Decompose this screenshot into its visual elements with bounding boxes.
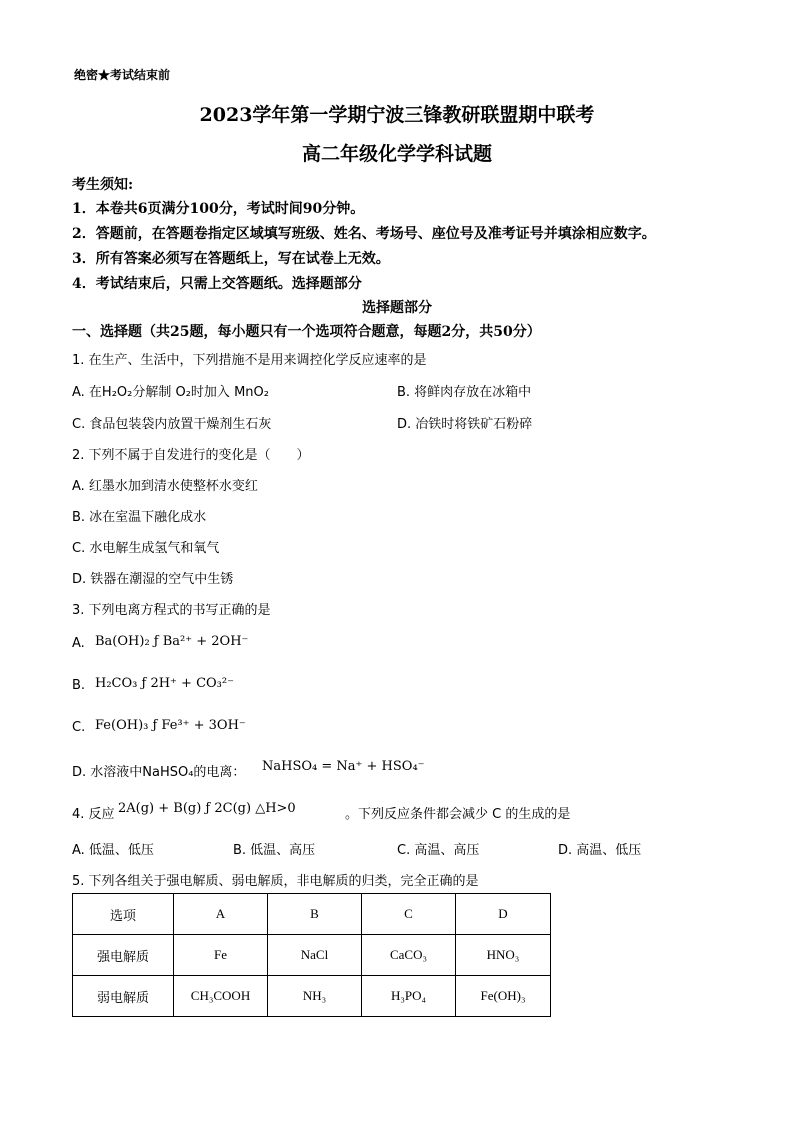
question-3-option-a-equation: Ba(OH)₂ ƒ Ba²⁺ + 2OH⁻	[95, 634, 249, 649]
table-row	[73, 935, 551, 976]
table-cell: 选项	[73, 894, 174, 935]
question-1-option-d: D. 冶铁时将铁矿石粉碎	[397, 417, 533, 432]
table-cell: NaCl	[268, 935, 362, 976]
table-cell: HNO₃	[456, 935, 551, 976]
question-3-option-c-label: C.	[72, 720, 86, 735]
question-1-option-c: C. 食品包装袋内放置干燥剂生石灰	[72, 417, 272, 432]
table-cell: A	[174, 894, 268, 935]
table-cell: NH₃	[268, 976, 362, 1017]
part-one-heading: 一、选择题（共25题，每小题只有一个选项符合题意，每题2分，共50分）	[72, 324, 541, 340]
exam-subtitle: 高二年级化学学科试题	[301, 143, 492, 165]
notice-item-3: 3．所有答案必须写在答题纸上，写在试卷上无效。	[72, 251, 390, 267]
table-cell: B	[268, 894, 362, 935]
question-4-option-a: A. 低温、低压	[72, 843, 154, 858]
secret-label: 绝密★考试结束前	[74, 68, 171, 82]
table-cell: D	[456, 894, 551, 935]
question-3-stem: 3. 下列电离方程式的书写正确的是	[72, 603, 271, 618]
notice-item-1: 1．本卷共6页满分100分，考试时间90分钟。	[72, 201, 365, 217]
question-2-option-d: D. 铁器在潮湿的空气中生锈	[72, 572, 234, 587]
question-4-option-d: D. 高温、低压	[558, 843, 642, 858]
table-row	[73, 976, 551, 1017]
question-5-stem: 5. 下列各组关于强电解质、弱电解质，非电解质的归类，完全正确的是	[72, 874, 479, 889]
table-cell: CaCO₃	[362, 935, 456, 976]
question-3-option-d-label: D. 水溶液中NaHSO₄的电离：	[72, 765, 246, 780]
question-4-equation: 2A(g) + B(g) ƒ 2C(g) △H>0	[118, 801, 296, 816]
question-1-option-a: A. 在H₂O₂分解制 O₂时加入 MnO₂	[72, 385, 269, 400]
table-cell: Fe(OH)₃	[456, 976, 551, 1017]
notice-heading: 考生须知:	[72, 177, 134, 193]
table-cell: 强电解质	[73, 935, 174, 976]
table-cell: 弱电解质	[73, 976, 174, 1017]
question-2-option-b: B. 冰在室温下融化成水	[72, 510, 207, 525]
table-cell: H₃PO₄	[362, 976, 456, 1017]
table-cell: C	[362, 894, 456, 935]
question-2-option-c: C. 水电解生成氢气和氧气	[72, 541, 220, 556]
exam-title: 2023学年第一学期宁波三锋教研联盟期中联考	[199, 104, 595, 126]
question-3-option-a-label: A.	[72, 636, 85, 651]
question-3-option-b-label: B.	[72, 678, 86, 693]
question-3-option-b-equation: H₂CO₃ ƒ 2H⁺ + CO₃²⁻	[95, 676, 234, 691]
table-row	[73, 894, 551, 935]
table-cell: Fe	[174, 935, 268, 976]
question-2-option-a: A. 红墨水加到清水使整杯水变红	[72, 479, 258, 494]
notice-item-4: 4．考试结束后，只需上交答题纸。选择题部分	[72, 276, 362, 292]
section-title: 选择题部分	[362, 300, 432, 316]
question-2-stem: 2. 下列不属于自发进行的变化是（ ）	[72, 448, 310, 463]
electrolyte-table	[72, 893, 551, 1017]
question-4-option-c: C. 高温、高压	[397, 843, 480, 858]
question-1-stem: 1. 在生产、生活中，下列措施不是用来调控化学反应速率的是	[72, 353, 427, 368]
question-4-option-b: B. 低温、高压	[233, 843, 316, 858]
question-4-prefix: 4. 反应	[72, 807, 115, 822]
question-4-suffix: 。下列反应条件都会减少 C 的生成的是	[345, 807, 571, 822]
question-3-option-d-equation: NaHSO₄ = Na⁺ + HSO₄⁻	[262, 759, 425, 774]
table-cell: CH₃COOH	[174, 976, 268, 1017]
notice-item-2: 2．答题前，在答题卷指定区域填写班级、姓名、考场号、座位号及准考证号并填涂相应数字。	[72, 226, 656, 242]
question-1-option-b: B. 将鲜肉存放在冰箱中	[397, 385, 532, 400]
question-3-option-c-equation: Fe(OH)₃ ƒ Fe³⁺ + 3OH⁻	[95, 718, 246, 733]
